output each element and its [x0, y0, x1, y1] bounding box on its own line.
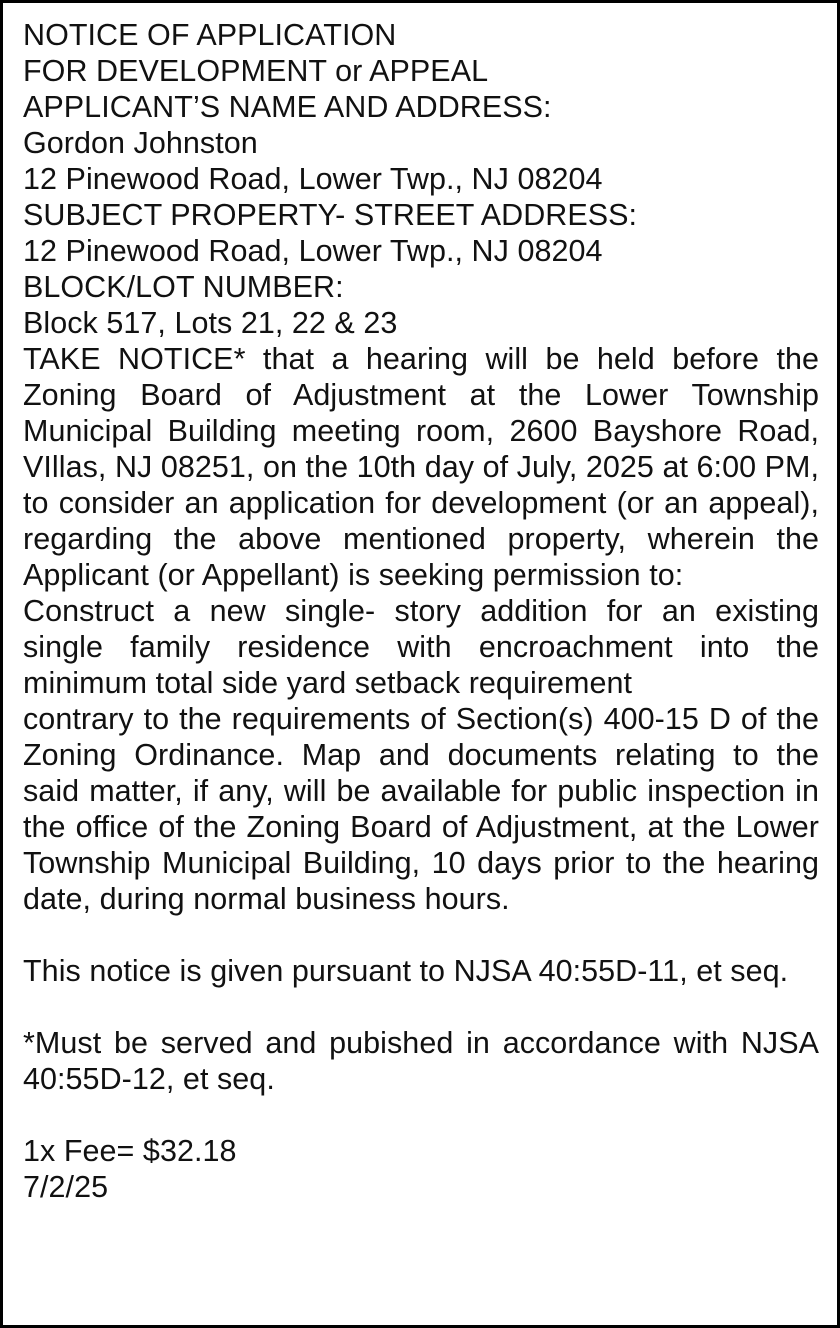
pursuant-paragraph: This notice is given pursuant to NJSA 40:55D-11, et seq. [23, 954, 789, 988]
property-address: 12 Pinewood Road, Lower Twp., NJ 08204 [23, 234, 603, 268]
applicant-heading: APPLICANT’S NAME AND ADDRESS: [23, 90, 552, 124]
served-paragraph: *Must be served and pubished in accordance with NJSA 40:55D-12, et seq. [23, 1026, 819, 1096]
blocklot-value: Block 517, Lots 21, 22 & 23 [23, 306, 398, 340]
paragraph-spacer [23, 989, 819, 1025]
applicant-name: Gordon Johnston [23, 126, 258, 160]
paragraph-spacer [23, 917, 819, 953]
contrary-paragraph: contrary to the requirements of Section(s) 400-15 D of the Zoning Ordinance. Map and documents relating to the said matter, if any, will be available for public inspection in the office of the Zoning Board of Adjustment, at the Lower Township Municipal Building, 10 days prior to the hearing date, during normal business hours. [23, 702, 819, 916]
notice-title-line-2: FOR DEVELOPMENT or APPEAL [23, 54, 489, 88]
applicant-address: 12 Pinewood Road, Lower Twp., NJ 08204 [23, 162, 603, 196]
property-heading: SUBJECT PROPERTY- STREET ADDRESS: [23, 198, 638, 232]
fee-line: 1x Fee= $32.18 [23, 1134, 237, 1168]
date-line: 7/2/25 [23, 1170, 109, 1204]
blocklot-heading: BLOCK/LOT NUMBER: [23, 270, 344, 304]
request-paragraph: Construct a new single- story addition for an existing single family residence with encroachment into the minimum total side yard setback requirement [23, 594, 819, 700]
notice-title-line-1: NOTICE OF APPLICATION [23, 18, 397, 52]
hearing-paragraph: TAKE NOTICE* that a hearing will be held before the Zoning Board of Adjustment at the Lower Township Municipal Building meeting room, 2600 Bayshore Road, VIllas, NJ 08251, on the 10th day of July, 2025 at 6:00 PM, to consider an application for development (or an appeal), regarding the above mentioned property, wherein the Applicant (or Appellant) is seeking permission to: [23, 342, 819, 592]
paragraph-spacer [23, 1097, 819, 1133]
